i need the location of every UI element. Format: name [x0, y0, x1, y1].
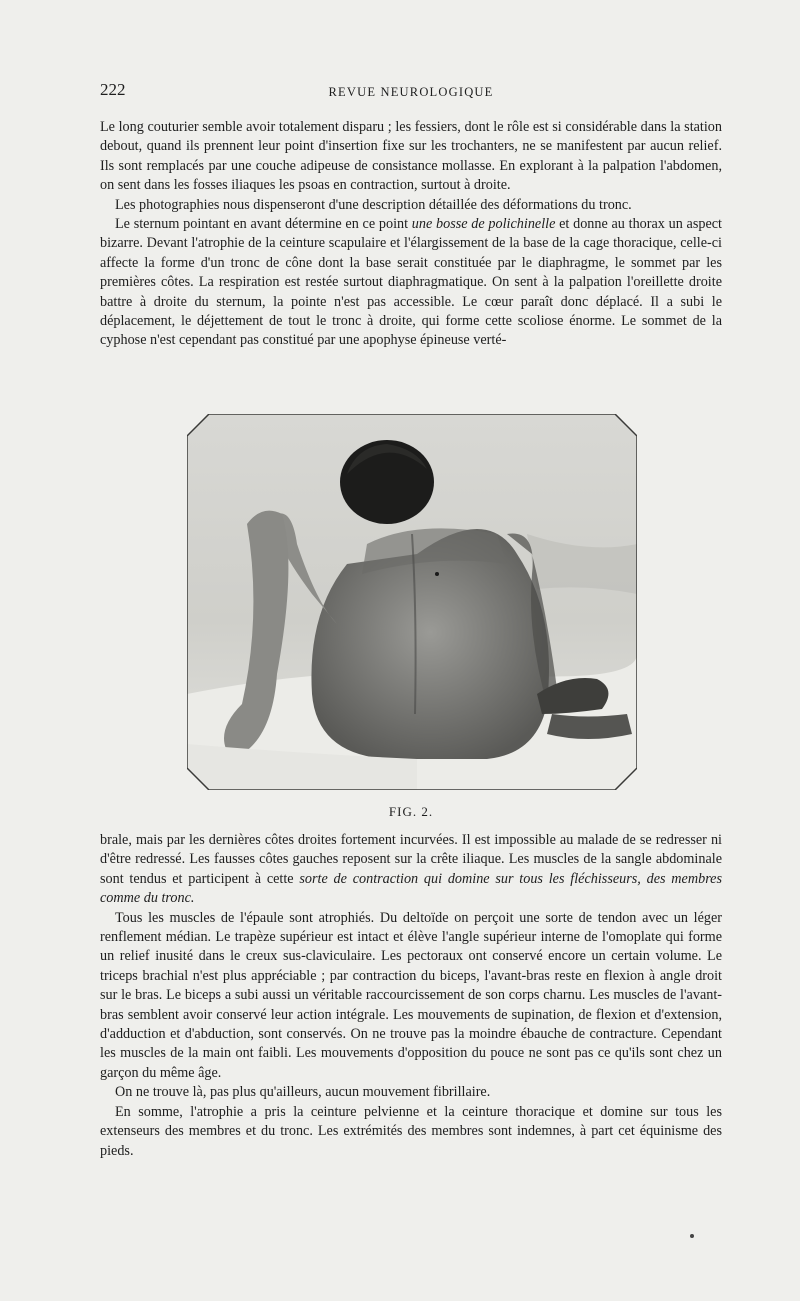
paragraph-photographs: Les photographies nous dispenseront d'une description détaillée des déformations du tronc.	[115, 196, 632, 213]
page-number: 222	[100, 80, 126, 99]
sternum-text-italic: une bosse de polichinelle	[411, 216, 556, 233]
continuation-text-before: brale, mais par les dernières côtes droites fortement incurvées. Il est impossible au malade de se redresser ni d'être redressé. Les fausses côtes gauches reposent sur la crête iliaque. Les muscles de la sangle abdominale sont tendus et participent à cette	[100, 832, 722, 887]
text-block-bottom	[100, 831, 722, 1161]
photograph-patient-back	[187, 414, 637, 790]
paragraph-fibrillary: On ne trouve là, pas plus qu'ailleurs, aucun mouvement fibrillaire.	[115, 1084, 491, 1101]
continuation-text-italic: sorte de contraction qui domine sur tous les fléchisseurs, des membres comme du tronc.	[100, 870, 723, 907]
text-block-top	[100, 118, 722, 351]
paragraph-conclusion: En somme, l'atrophie a pris la ceinture pelvienne et la ceinture thoracique et domine sur tous les extenseurs des membres et du tronc. Les extrémités des membres sont indemnes, à part cet équinisme des pieds.	[100, 1103, 722, 1159]
paragraph-sternum	[100, 215, 722, 351]
paragraph-continuation	[100, 831, 722, 909]
running-header	[100, 80, 722, 102]
figure-photograph	[187, 414, 637, 790]
journal-title: REVUE NEUROLOGIQUE	[328, 85, 494, 99]
ink-speck	[690, 1234, 694, 1238]
paragraph-shoulder-muscles: Tous les muscles de l'épaule sont atrophiés. Du deltoïde on perçoit une sorte de tendon avec un léger renflement médian. Le trapèze supérieur est intact et élève l'angle supérieur interne de l'omoplate qui forme un relief inusité dans le creux sus-claviculaire. Les pectoraux ont conservé encore un certain volume. Le triceps brachial n'est plus appréciable ; par contraction du biceps, l'avant-bras reste en flexion à angle droit sur le bras. Le biceps a subi aussi un véritable raccourcissement de son corps charnu. Les muscles de l'avant-bras semblent avoir conservé leur action intégrale. Les mouvements de supination, de flexion et d'extension, d'adduction et d'abduction, sont conservés. On ne trouve pas la moindre ébauche de contracture. Cependant les muscles de la main ont faibli. Les mouvements d'opposition du pouce ne sont pas ce qu'ils sont chez un garçon du même âge.	[100, 909, 722, 1081]
sternum-text-after: et donne au thorax un aspect bizarre. Devant l'atrophie de la ceinture scapulaire et l'élargissement de la base de la cage thoracique, celle-ci affecte la forme d'un tronc de cône dont la base serait constituée par le diaphragme, le sommet par les premières côtes. La respiration est restée surtout diaphragmatique. On sent à la palpation l'oreillette droite battre à droite du sternum, la pointe n'est pas accessible. Le cœur paraît donc déplacé. Il a subi le déplacement, le déjettement de tout le tronc à droite, qui forme cette scoliose énorme. Le sommet de la cyphose n'est cependant pas constitué par une apophyse épineuse verté-	[100, 216, 722, 349]
sternum-text-before: Le sternum pointant en avant détermine en ce point	[115, 216, 412, 233]
figure-caption: FIG. 2.	[388, 804, 434, 819]
paragraph-muscles-pelvis: Le long couturier semble avoir totalement disparu ; les fessiers, dont le rôle est si considérable dans la station debout, quand ils prennent leur point d'insertion fixe sur les trochanters, ne se manifestent par aucun relief. Ils sont remplacés par une couche adipeuse de consistance mollasse. En explorant à la palpation l'abdomen, on sent dans les fosses iliaques les psoas en contraction, surtout à droite.	[100, 119, 722, 194]
